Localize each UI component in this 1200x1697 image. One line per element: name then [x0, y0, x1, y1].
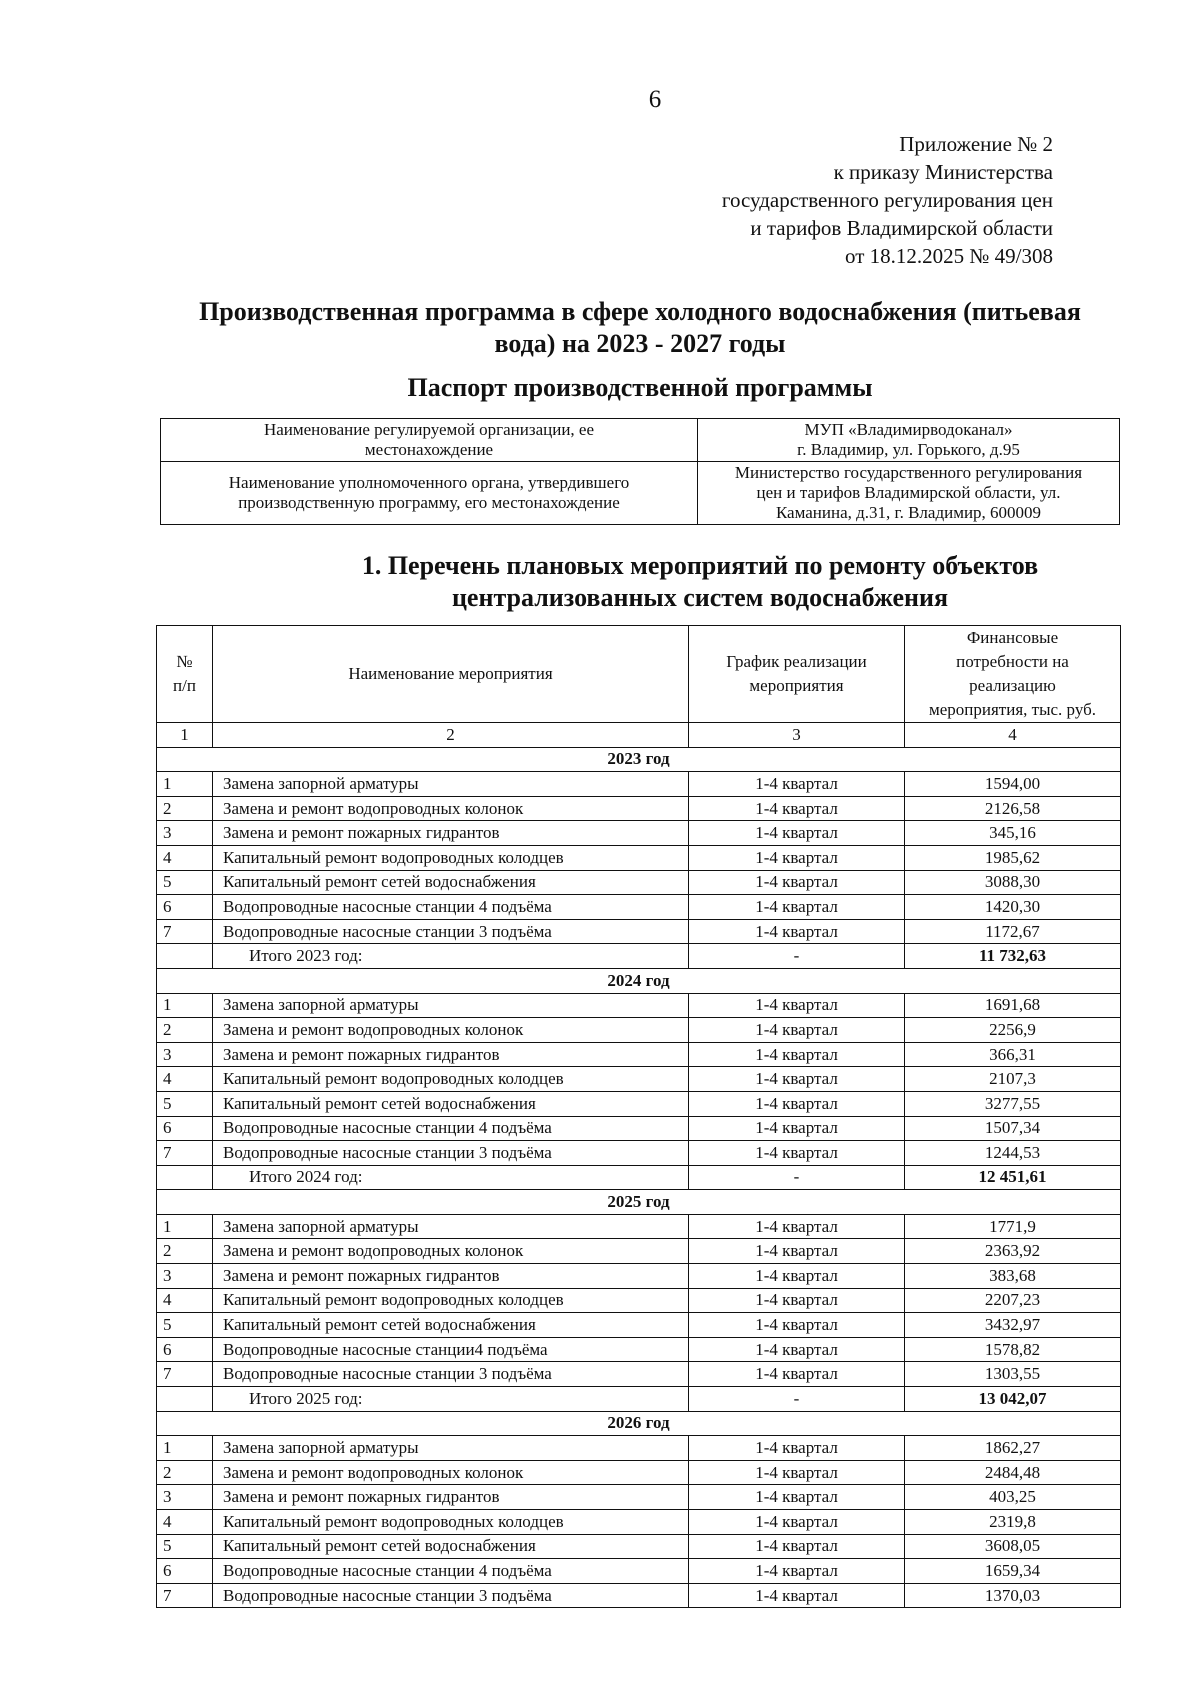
passport-label-line: Наименование регулируемой организации, ее	[263, 420, 595, 439]
passport-value-line: цен и тарифов Владимирской области, ул.	[756, 483, 1061, 502]
row-schedule: 1-4 квартал	[689, 1288, 905, 1313]
row-number: 7	[157, 1362, 213, 1387]
row-event-name: Капитальный ремонт водопроводных колодцев	[213, 1288, 689, 1313]
page-number: 6	[648, 86, 662, 113]
passport-table	[160, 418, 1120, 525]
row-number: 3	[157, 821, 213, 846]
table-row	[157, 1214, 1121, 1239]
row-event-name: Замена запорной арматуры	[213, 772, 689, 797]
row-event-name: Замена и ремонт пожарных гидрантов	[213, 1264, 689, 1289]
row-number: 5	[157, 1313, 213, 1338]
header-name: Наименование мероприятия	[213, 626, 689, 723]
row-cost: 3608,05	[905, 1534, 1121, 1559]
passport-value-line: Министерство государственного регулирования	[734, 463, 1083, 482]
passport-heading: Паспорт производственной программы	[407, 373, 873, 402]
row-event-name: Замена и ремонт пожарных гидрантов	[213, 1485, 689, 1510]
row-event-name: Водопроводные насосные станции 4 подъёма	[213, 1559, 689, 1584]
row-schedule: 1-4 квартал	[689, 1337, 905, 1362]
row-schedule: 1-4 квартал	[689, 1141, 905, 1166]
row-schedule: 1-4 квартал	[689, 1485, 905, 1510]
year-row	[157, 1190, 1121, 1215]
table-row	[157, 796, 1121, 821]
row-cost: 345,16	[905, 821, 1121, 846]
row-cost: 1303,55	[905, 1362, 1121, 1387]
row-number: 1	[157, 993, 213, 1018]
row-schedule: 1-4 квартал	[689, 1313, 905, 1338]
row-cost: 1659,34	[905, 1559, 1121, 1584]
column-index: 3	[689, 723, 905, 748]
row-event-name: Замена и ремонт водопроводных колонок	[213, 1239, 689, 1264]
row-schedule: 1-4 квартал	[689, 870, 905, 895]
passport-value-cell	[698, 419, 1120, 462]
document-title-line: Производственная программа в сфере холодного водоснабжения (питьевая	[199, 297, 1081, 326]
row-number: 6	[157, 1337, 213, 1362]
row-cost: 1771,9	[905, 1214, 1121, 1239]
row-event-name: Капитальный ремонт сетей водоснабжения	[213, 1534, 689, 1559]
header-line: потребности на	[956, 652, 1069, 671]
row-event-name: Замена и ремонт пожарных гидрантов	[213, 821, 689, 846]
table-row	[157, 845, 1121, 870]
row-event-name: Замена запорной арматуры	[213, 993, 689, 1018]
annex-line: государственного регулирования цен	[721, 188, 1053, 212]
table-row	[157, 1460, 1121, 1485]
row-event-name: Капитальный ремонт водопроводных колодцев	[213, 1510, 689, 1535]
events-table	[156, 625, 1121, 1608]
row-cost: 1862,27	[905, 1436, 1121, 1461]
section-title-line: централизованных систем водоснабжения	[451, 583, 949, 612]
passport-row	[161, 419, 1120, 462]
column-index: 4	[905, 723, 1121, 748]
passport-value-line: г. Владимир, ул. Горького, д.95	[797, 440, 1020, 459]
row-number: 7	[157, 1583, 213, 1608]
row-cost: 1244,53	[905, 1141, 1121, 1166]
row-schedule: 1-4 квартал	[689, 993, 905, 1018]
row-number: 6	[157, 1559, 213, 1584]
row-number: 5	[157, 1534, 213, 1559]
section-1-title	[160, 550, 1120, 614]
row-number: 4	[157, 1067, 213, 1092]
row-schedule: 1-4 квартал	[689, 1214, 905, 1239]
row-event-name: Замена и ремонт водопроводных колонок	[213, 1018, 689, 1043]
row-cost: 3432,97	[905, 1313, 1121, 1338]
row-number: 2	[157, 1018, 213, 1043]
header-line: мероприятия, тыс. руб.	[928, 700, 1096, 719]
total-schedule: -	[689, 944, 905, 969]
annex-line: к приказу Министерства	[833, 160, 1053, 184]
row-cost: 1507,34	[905, 1116, 1121, 1141]
row-schedule: 1-4 квартал	[689, 895, 905, 920]
table-row	[157, 919, 1121, 944]
total-cost: 13 042,07	[905, 1387, 1121, 1412]
row-schedule: 1-4 квартал	[689, 845, 905, 870]
annex-line: и тарифов Владимирской области	[750, 216, 1053, 240]
table-row	[157, 1264, 1121, 1289]
total-empty-cell	[157, 944, 213, 969]
row-number: 5	[157, 1091, 213, 1116]
passport-label-line: Наименование уполномоченного органа, утвердившего	[228, 473, 630, 492]
row-number: 6	[157, 1116, 213, 1141]
passport-value-line: Каманина, д.31, г. Владимир, 600009	[775, 503, 1042, 522]
table-row	[157, 1362, 1121, 1387]
row-number: 4	[157, 1288, 213, 1313]
row-schedule: 1-4 квартал	[689, 1067, 905, 1092]
column-index-row	[157, 723, 1121, 748]
row-event-name: Капитальный ремонт сетей водоснабжения	[213, 870, 689, 895]
column-index: 1	[157, 723, 213, 748]
year-label: 2025 год	[157, 1190, 1121, 1215]
total-schedule: -	[689, 1165, 905, 1190]
row-event-name: Замена запорной арматуры	[213, 1214, 689, 1239]
row-number: 3	[157, 1042, 213, 1067]
header-line: №	[176, 652, 193, 671]
total-schedule: -	[689, 1387, 905, 1412]
passport-value-cell	[698, 462, 1120, 525]
row-cost: 2319,8	[905, 1510, 1121, 1535]
table-row	[157, 1534, 1121, 1559]
total-cost: 12 451,61	[905, 1165, 1121, 1190]
row-cost: 403,25	[905, 1485, 1121, 1510]
table-row	[157, 1067, 1121, 1092]
section-title-line: 1. Перечень плановых мероприятий по ремонту объектов	[361, 551, 1039, 580]
year-row	[157, 747, 1121, 772]
total-cost: 11 732,63	[905, 944, 1121, 969]
header-line: мероприятия	[749, 676, 844, 695]
row-number: 1	[157, 1436, 213, 1461]
row-schedule: 1-4 квартал	[689, 1042, 905, 1067]
table-row	[157, 772, 1121, 797]
row-cost: 1578,82	[905, 1337, 1121, 1362]
annex-block	[722, 130, 1053, 270]
year-label: 2026 год	[157, 1411, 1121, 1436]
table-row	[157, 1485, 1121, 1510]
total-label: Итого 2024 год:	[213, 1165, 689, 1190]
row-cost: 2484,48	[905, 1460, 1121, 1485]
row-schedule: 1-4 квартал	[689, 1583, 905, 1608]
table-row	[157, 993, 1121, 1018]
header-line: п/п	[173, 676, 196, 695]
column-index: 2	[213, 723, 689, 748]
row-event-name: Водопроводные насосные станции4 подъёма	[213, 1337, 689, 1362]
table-row	[157, 870, 1121, 895]
row-event-name: Водопроводные насосные станции 3 подъёма	[213, 919, 689, 944]
table-row	[157, 1510, 1121, 1535]
row-event-name: Капитальный ремонт сетей водоснабжения	[213, 1313, 689, 1338]
passport-label-cell	[161, 462, 698, 525]
table-row	[157, 1091, 1121, 1116]
row-event-name: Водопроводные насосные станции 4 подъёма	[213, 895, 689, 920]
table-row	[157, 1313, 1121, 1338]
header-line: Финансовые	[966, 628, 1059, 647]
header-schedule	[689, 626, 905, 723]
table-row	[157, 1239, 1121, 1264]
events-body	[157, 747, 1121, 1608]
row-cost: 1691,68	[905, 993, 1121, 1018]
passport-row	[161, 462, 1120, 525]
row-event-name: Замена и ремонт пожарных гидрантов	[213, 1042, 689, 1067]
table-row	[157, 1337, 1121, 1362]
table-row	[157, 821, 1121, 846]
row-event-name: Водопроводные насосные станции 4 подъёма	[213, 1116, 689, 1141]
total-empty-cell	[157, 1387, 213, 1412]
table-row	[157, 1436, 1121, 1461]
row-event-name: Капитальный ремонт водопроводных колодцев	[213, 1067, 689, 1092]
row-cost: 3277,55	[905, 1091, 1121, 1116]
row-event-name: Водопроводные насосные станции 3 подъёма	[213, 1362, 689, 1387]
total-empty-cell	[157, 1165, 213, 1190]
passport-label-line: производственную программу, его местонахождение	[238, 493, 620, 512]
row-event-name: Водопроводные насосные станции 3 подъёма	[213, 1583, 689, 1608]
row-cost: 2107,3	[905, 1067, 1121, 1092]
row-schedule: 1-4 квартал	[689, 1239, 905, 1264]
year-label: 2024 год	[157, 968, 1121, 993]
table-row	[157, 1042, 1121, 1067]
row-schedule: 1-4 квартал	[689, 1559, 905, 1584]
header-num	[157, 626, 213, 723]
row-number: 2	[157, 1460, 213, 1485]
header-line: реализацию	[969, 676, 1056, 695]
year-row	[157, 968, 1121, 993]
row-cost: 1420,30	[905, 895, 1121, 920]
total-row	[157, 1387, 1121, 1412]
row-cost: 2363,92	[905, 1239, 1121, 1264]
passport-label-line: местонахождение	[364, 440, 494, 459]
year-label: 2023 год	[157, 747, 1121, 772]
row-event-name: Замена и ремонт водопроводных колонок	[213, 1460, 689, 1485]
row-schedule: 1-4 квартал	[689, 1362, 905, 1387]
row-number: 4	[157, 845, 213, 870]
row-number: 1	[157, 1214, 213, 1239]
table-row	[157, 1141, 1121, 1166]
row-cost: 2126,58	[905, 796, 1121, 821]
row-cost: 366,31	[905, 1042, 1121, 1067]
row-schedule: 1-4 квартал	[689, 1436, 905, 1461]
row-cost: 2207,23	[905, 1288, 1121, 1313]
table-row	[157, 895, 1121, 920]
row-number: 3	[157, 1485, 213, 1510]
row-schedule: 1-4 квартал	[689, 1460, 905, 1485]
row-event-name: Замена запорной арматуры	[213, 1436, 689, 1461]
row-schedule: 1-4 квартал	[689, 1510, 905, 1535]
total-row	[157, 1165, 1121, 1190]
row-number: 2	[157, 1239, 213, 1264]
row-schedule: 1-4 квартал	[689, 772, 905, 797]
row-event-name: Водопроводные насосные станции 3 подъёма	[213, 1141, 689, 1166]
row-schedule: 1-4 квартал	[689, 1116, 905, 1141]
table-row	[157, 1018, 1121, 1043]
row-cost: 1172,67	[905, 919, 1121, 944]
header-cost	[905, 626, 1121, 723]
passport-label-cell	[161, 419, 698, 462]
passport-value-line: МУП «Владимирводоканал»	[804, 420, 1013, 439]
row-number: 3	[157, 1264, 213, 1289]
row-cost: 2256,9	[905, 1018, 1121, 1043]
row-number: 1	[157, 772, 213, 797]
row-schedule: 1-4 квартал	[689, 796, 905, 821]
row-number: 5	[157, 870, 213, 895]
table-row	[157, 1583, 1121, 1608]
table-row	[157, 1559, 1121, 1584]
row-cost: 1370,03	[905, 1583, 1121, 1608]
row-cost: 1594,00	[905, 772, 1121, 797]
row-schedule: 1-4 квартал	[689, 1534, 905, 1559]
row-schedule: 1-4 квартал	[689, 1018, 905, 1043]
row-cost: 3088,30	[905, 870, 1121, 895]
annex-line: Приложение № 2	[899, 132, 1053, 156]
total-label: Итого 2023 год:	[213, 944, 689, 969]
row-number: 7	[157, 919, 213, 944]
document-title-line: вода) на 2023 - 2027 годы	[494, 329, 786, 358]
row-event-name: Капитальный ремонт водопроводных колодцев	[213, 845, 689, 870]
row-schedule: 1-4 квартал	[689, 821, 905, 846]
table-row	[157, 1288, 1121, 1313]
row-schedule: 1-4 квартал	[689, 919, 905, 944]
table-row	[157, 1116, 1121, 1141]
year-row	[157, 1411, 1121, 1436]
row-number: 4	[157, 1510, 213, 1535]
row-schedule: 1-4 квартал	[689, 1091, 905, 1116]
row-number: 7	[157, 1141, 213, 1166]
row-event-name: Капитальный ремонт сетей водоснабжения	[213, 1091, 689, 1116]
header-line: График реализации	[726, 652, 867, 671]
row-cost: 1985,62	[905, 845, 1121, 870]
row-event-name: Замена и ремонт водопроводных колонок	[213, 796, 689, 821]
row-cost: 383,68	[905, 1264, 1121, 1289]
row-number: 2	[157, 796, 213, 821]
total-label: Итого 2025 год:	[213, 1387, 689, 1412]
row-schedule: 1-4 квартал	[689, 1264, 905, 1289]
row-number: 6	[157, 895, 213, 920]
table-header-row	[157, 626, 1121, 723]
total-row	[157, 944, 1121, 969]
document-title	[160, 296, 1120, 360]
annex-line: от 18.12.2025 № 49/308	[844, 244, 1053, 268]
